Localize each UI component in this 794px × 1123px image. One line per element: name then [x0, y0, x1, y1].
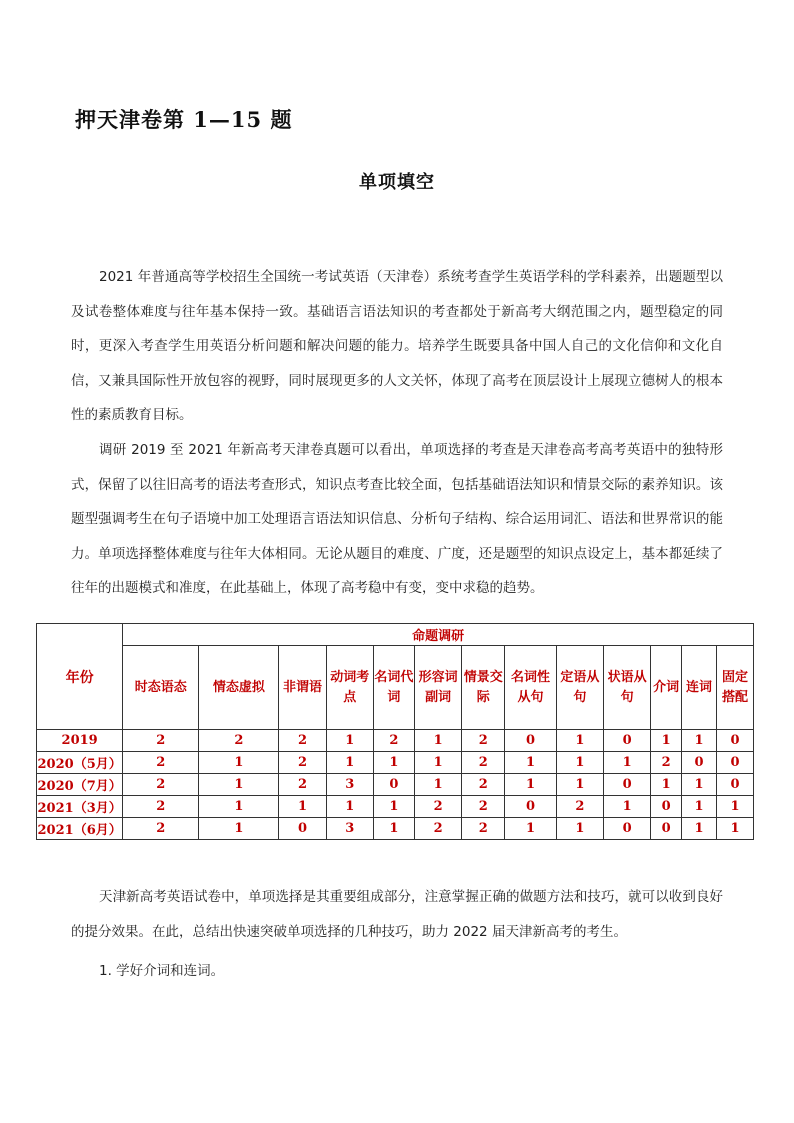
- year-cell: 2019: [37, 730, 123, 752]
- value-cell: 0: [651, 796, 682, 818]
- value-cell: 1: [651, 774, 682, 796]
- page-title: 押天津卷第 1—15 题: [75, 107, 293, 132]
- value-cell: 1: [505, 818, 556, 840]
- value-cell: 1: [556, 818, 603, 840]
- value-cell: 1: [603, 752, 650, 774]
- value-cell: 1: [414, 752, 461, 774]
- value-cell: 0: [373, 774, 414, 796]
- value-cell: 3: [326, 818, 373, 840]
- value-cell: 1: [326, 796, 373, 818]
- column-header: 名词性从句: [505, 646, 556, 730]
- value-cell: 1: [505, 752, 556, 774]
- value-cell: 1: [716, 818, 753, 840]
- value-cell: 2: [123, 730, 199, 752]
- value-cell: 2: [279, 730, 326, 752]
- column-header: 非谓语: [279, 646, 326, 730]
- column-header: 情态虚拟: [199, 646, 279, 730]
- table-row: [37, 730, 754, 752]
- value-cell: 1: [682, 774, 717, 796]
- value-cell: 1: [373, 752, 414, 774]
- value-cell: 1: [682, 796, 717, 818]
- value-cell: 2: [414, 796, 461, 818]
- tips-paragraph: 天津新高考英语试卷中，单项选择是其重要组成部分，注意掌握正确的做题方法和技巧，就可以收到良好的提分效果。在此，总结出快速突破单项选择的几种技巧，助力 2022 届天津新高考的考生。: [71, 889, 723, 940]
- section-subtitle: 单项填空: [359, 172, 435, 193]
- value-cell: 1: [373, 796, 414, 818]
- value-cell: 2: [123, 818, 199, 840]
- table-row: [37, 774, 754, 796]
- value-cell: 1: [556, 752, 603, 774]
- column-header: 时态语态: [123, 646, 199, 730]
- value-cell: 1: [603, 796, 650, 818]
- value-cell: 1: [505, 774, 556, 796]
- column-header: 名词代词: [373, 646, 414, 730]
- year-cell: 2020（7月）: [37, 774, 123, 796]
- value-cell: 1: [651, 730, 682, 752]
- value-cell: 2: [123, 752, 199, 774]
- year-cell: 2021（6月）: [37, 818, 123, 840]
- column-header: 状语从句: [603, 646, 650, 730]
- table-row: [37, 796, 754, 818]
- intro-paragraph: 2021 年普通高等学校招生全国统一考试英语（天津卷）系统考查学生英语学科的学科素养，出题题型以及试卷整体难度与往年基本保持一致。基础语言语法知识的考查都处于新高考大纲范围之内，题型稳定的同时，更深入考查学生用英语分析问题和解决问题的能力。培养学生既要具备中国人自己的文化信仰和文化自信，又兼具国际性开放包容的视野，同时展现更多的人文关怀，体现了高考在顶层设计上展现立德树人的根本性的素质教育目标。: [71, 269, 723, 423]
- value-cell: 1: [326, 730, 373, 752]
- value-cell: 2: [462, 796, 505, 818]
- value-cell: 1: [414, 730, 461, 752]
- column-header-row: [37, 646, 754, 730]
- column-header: 固定搭配: [716, 646, 753, 730]
- column-header: 介词: [651, 646, 682, 730]
- value-cell: 1: [199, 818, 279, 840]
- value-cell: 0: [716, 752, 753, 774]
- column-header: 连词: [682, 646, 717, 730]
- value-cell: 2: [462, 752, 505, 774]
- year-header: 年份: [37, 624, 123, 730]
- table-header-row: [37, 624, 754, 646]
- analysis-paragraph: 调研 2019 至 2021 年新高考天津卷真题可以看出，单项选择的考查是天津卷高考高考英语中的独特形式，保留了以往旧高考的语法考查形式，知识点考查比较全面，包括基础语法知识和情景交际的素养知识。该题型强调考生在句子语境中加工处理语言语法知识信息、分析句子结构、综合运用词汇、语法和世界常识的能力。单项选择整体难度与往年大体相同。无论从题目的难度、广度，还是题型的知识点设定上，基本都延续了往年的出题模式和准度，在此基础上，体现了高考稳中有变，变中求稳的趋势。: [71, 442, 723, 596]
- value-cell: 3: [326, 774, 373, 796]
- value-cell: 1: [414, 774, 461, 796]
- value-cell: 2: [123, 774, 199, 796]
- value-cell: 1: [199, 752, 279, 774]
- value-cell: 1: [199, 796, 279, 818]
- value-cell: 2: [199, 730, 279, 752]
- value-cell: 2: [462, 774, 505, 796]
- column-header: 情景交际: [462, 646, 505, 730]
- value-cell: 0: [505, 796, 556, 818]
- value-cell: 2: [279, 752, 326, 774]
- value-cell: 2: [373, 730, 414, 752]
- value-cell: 0: [505, 730, 556, 752]
- column-header: 形容词副词: [414, 646, 461, 730]
- value-cell: 1: [373, 818, 414, 840]
- survey-table: [36, 623, 754, 840]
- value-cell: 0: [651, 818, 682, 840]
- value-cell: 0: [682, 752, 717, 774]
- value-cell: 1: [326, 752, 373, 774]
- value-cell: 1: [682, 730, 717, 752]
- value-cell: 2: [279, 774, 326, 796]
- value-cell: 0: [716, 774, 753, 796]
- value-cell: 0: [603, 818, 650, 840]
- value-cell: 2: [462, 730, 505, 752]
- value-cell: 1: [199, 774, 279, 796]
- table-row: [37, 752, 754, 774]
- value-cell: 1: [279, 796, 326, 818]
- value-cell: 1: [556, 730, 603, 752]
- value-cell: 0: [279, 818, 326, 840]
- value-cell: 0: [603, 774, 650, 796]
- value-cell: 1: [716, 796, 753, 818]
- value-cell: 2: [556, 796, 603, 818]
- table-row: [37, 818, 754, 840]
- list-item: 1. 学好介词和连词。: [99, 963, 225, 979]
- column-header: 定语从句: [556, 646, 603, 730]
- value-cell: 0: [716, 730, 753, 752]
- value-cell: 1: [556, 774, 603, 796]
- value-cell: 2: [651, 752, 682, 774]
- value-cell: 2: [414, 818, 461, 840]
- year-cell: 2020（5月）: [37, 752, 123, 774]
- value-cell: 2: [462, 818, 505, 840]
- value-cell: 0: [603, 730, 650, 752]
- group-header: 命题调研: [123, 624, 754, 646]
- value-cell: 1: [682, 818, 717, 840]
- year-cell: 2021（3月）: [37, 796, 123, 818]
- value-cell: 2: [123, 796, 199, 818]
- column-header: 动词考点: [326, 646, 373, 730]
